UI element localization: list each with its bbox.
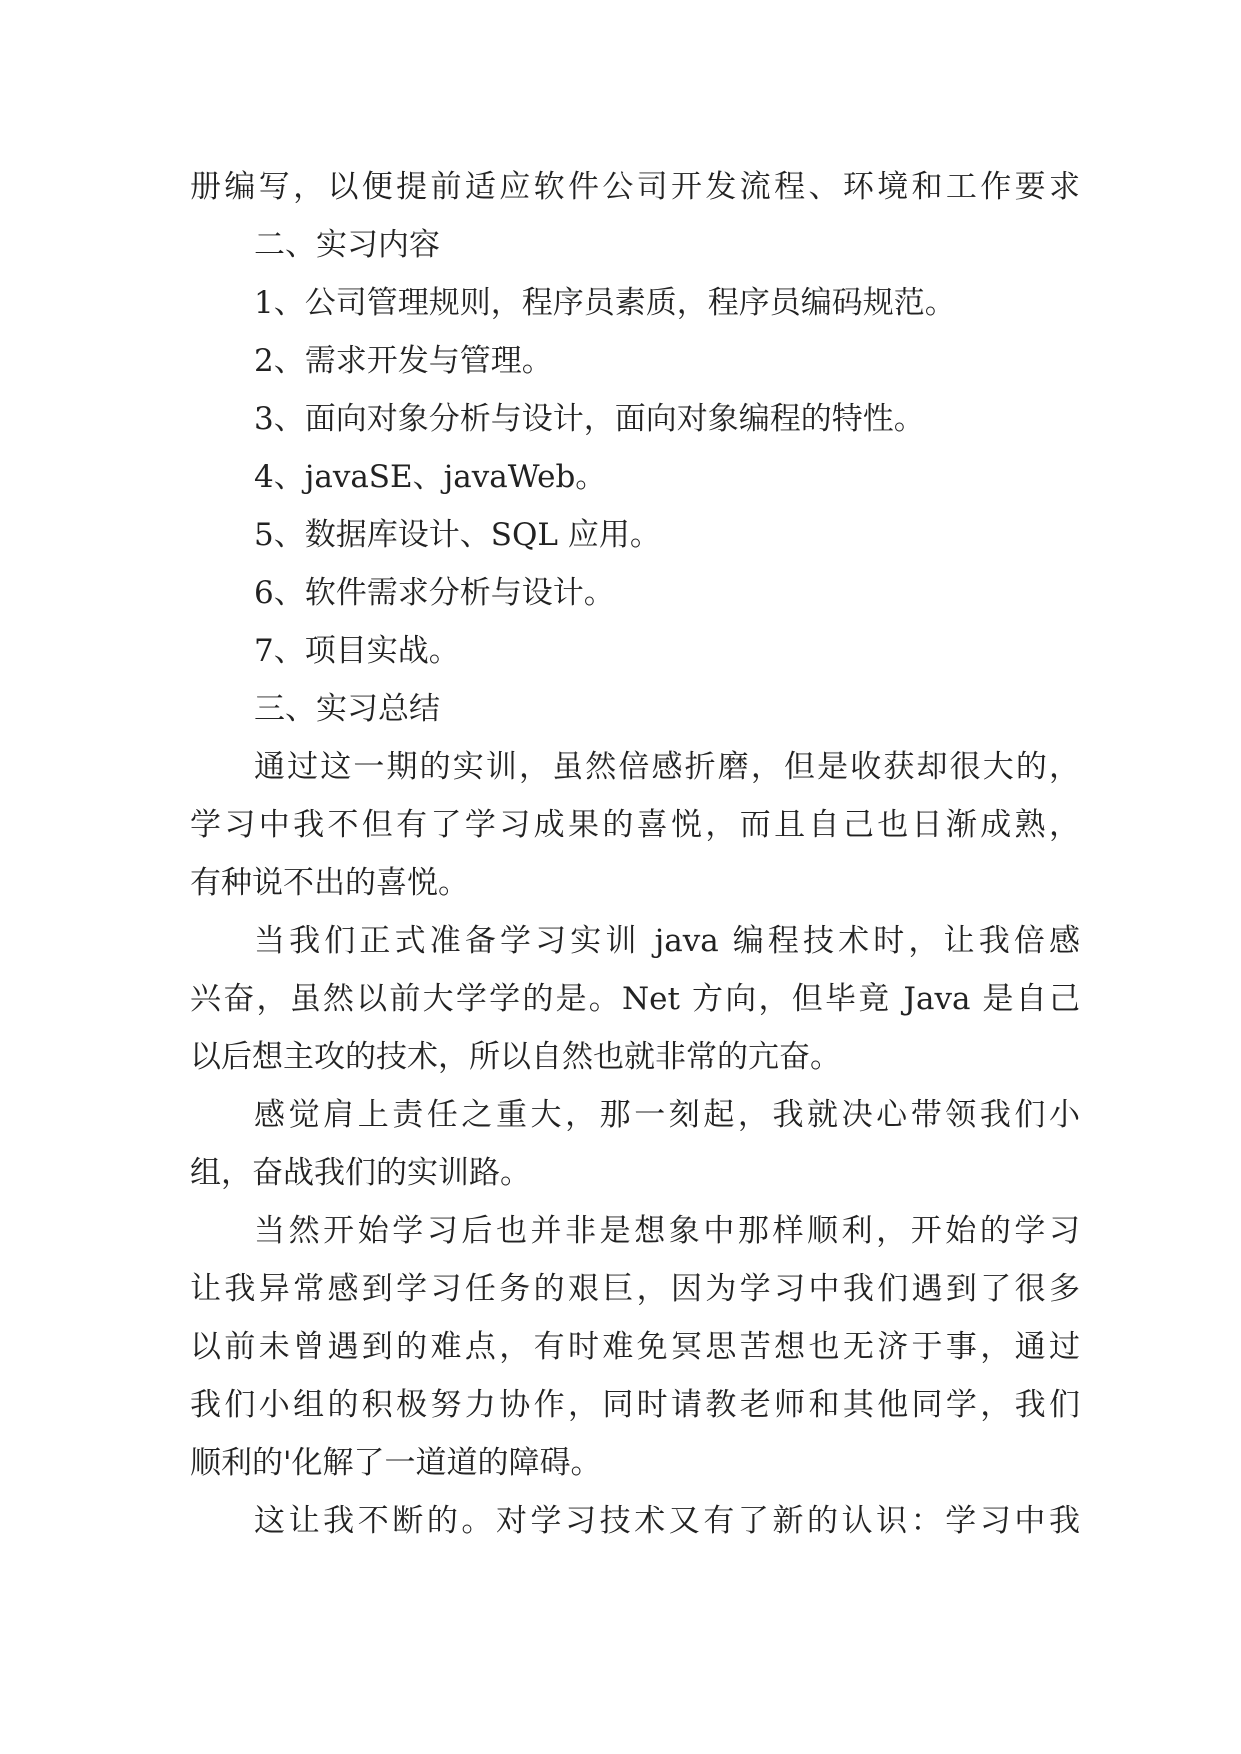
list-item: 4、javaSE、javaWeb。 [254,459,607,495]
text-line: 以前未曾遇到的难点，有时难免冥思苦想也无济于事，通过 [190,1329,1080,1365]
text-line: 册编写，以便提前适应软件公司开发流程、环境和工作要求 [190,169,1080,205]
list-item: 6、软件需求分析与设计。 [254,575,615,611]
text-line: 当我们正式准备学习实训 java 编程技术时，让我倍感 [254,923,1080,959]
document-body [190,158,1080,1550]
section-heading: 三、实习总结 [254,691,440,727]
text-line: 顺利的'化解了一道道的障碍。 [190,1445,602,1481]
text-line: 这让我不断的。对学习技术又有了新的认识：学习中我 [254,1503,1080,1539]
list-item: 1、公司管理规则，程序员素质，程序员编码规范。 [254,285,956,321]
text-line: 我们小组的积极努力协作，同时请教老师和其他同学，我们 [190,1387,1080,1423]
text-line: 以后想主攻的技术，所以自然也就非常的亢奋。 [190,1039,841,1075]
text-line: 感觉肩上责任之重大，那一刻起，我就决心带领我们小 [254,1097,1080,1133]
text-line: 当然开始学习后也并非是想象中那样顺利，开始的学习 [254,1213,1080,1249]
text-line: 兴奋，虽然以前大学学的是。Net 方向，但毕竟 Java 是自己 [190,981,1080,1017]
section-heading: 二、实习内容 [254,227,440,263]
list-item: 5、数据库设计、SQL 应用。 [254,517,661,553]
text-line: 让我异常感到学习任务的艰巨，因为学习中我们遇到了很多 [190,1271,1080,1307]
text-line: 通过这一期的实训，虽然倍感折磨，但是收获却很大的， [254,749,1080,785]
text-line: 有种说不出的喜悦。 [190,865,469,901]
list-item: 3、面向对象分析与设计，面向对象编程的特性。 [254,401,925,437]
text-line: 组，奋战我们的实训路。 [190,1155,531,1191]
list-item: 7、项目实战。 [254,633,460,669]
text-line: 学习中我不但有了学习成果的喜悦，而且自己也日渐成熟， [190,807,1080,843]
list-item: 2、需求开发与管理。 [254,343,553,379]
